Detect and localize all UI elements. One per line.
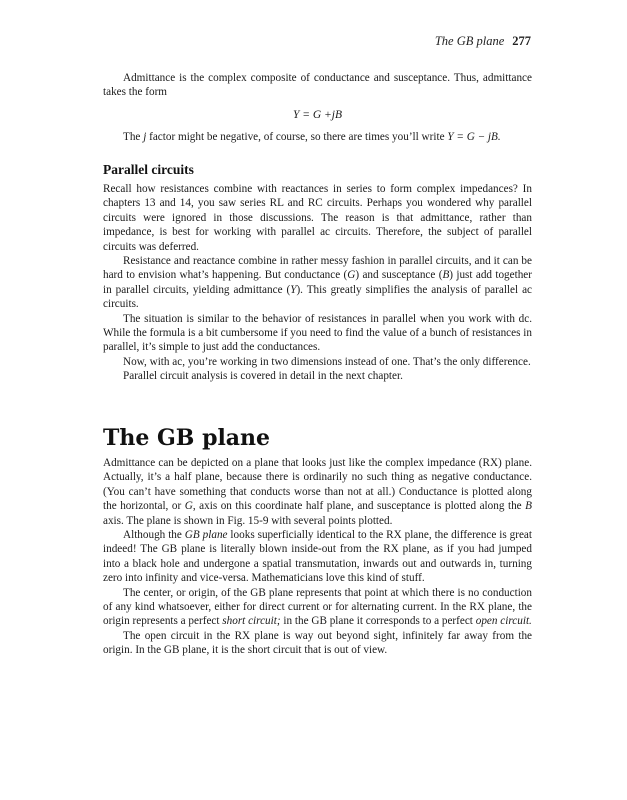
gb-paragraph-3: The center, or origin, of the GB plane represents that point at which there is no conduction of any kind whatsoever, either for direct current or for alternating current. In the RX plane, the origin represents a perfect short circuit; in the GB plane it corresponds to a perfect open circuit. — [103, 586, 532, 628]
page-number: 277 — [512, 34, 531, 48]
running-header — [435, 34, 531, 49]
parallel-paragraph-5: Parallel circuit analysis is covered in detail in the next chapter. — [123, 370, 403, 383]
parallel-paragraph-1: Recall how resistances combine with reactances in series to form complex impedances? In chapters 13 and 14, you saw series RL and RC circuits. Perhaps you wondered why parallel circuits were ignored in those discussions. The reason is that admittance, rather than impedance, is best for working with parallel ac circuits. Therefore, the subject of parallel circuits was deferred. — [103, 183, 532, 253]
gb-paragraph-2: Although the GB plane looks superficially identical to the RX plane, the difference is great indeed! The GB plane is literally blown inside-out from the RX plane, as if you had jumped into a black hole and undergone a spatial transmutation, inwards out and outwards in, turning zero into infinity and vice-versa. Mathematicians love this kind of stuff. — [103, 529, 532, 585]
gb-paragraph-1: Admittance can be depicted on a plane that looks just like the complex impedance (RX) plane. Actually, it’s a half plane, because there is ordinarily no such thing as negative conductance. (You can’t have something that conducts worse than not at all.) Conductance is plotted along the horizontal, or G, axis on this coordinate half plane, and susceptance is plotted along the B axis. The plane is shown in Fig. 15-9 with several points plotted. — [103, 457, 532, 527]
gb-paragraph-4: The open circuit in the RX plane is way out beyond sight, infinitely far away from the origin. In the GB plane, it is the short circuit that is out of view. — [103, 629, 532, 657]
running-title: The GB plane — [434, 34, 505, 48]
parallel-paragraph-2: Resistance and reactance combine in rather messy fashion in parallel circuits, and it can be hard to envision what’s happening. But conductance (G) and susceptance (B) just add together in parallel circuits, yielding admittance (Y). This greatly simplifies the analysis of parallel ac circuits. — [103, 255, 532, 311]
section-heading-gb-plane: The GB plane — [103, 425, 271, 451]
parallel-paragraph-4: Now, with ac, you’re working in two dimensions instead of one. That’s the only difference. — [123, 355, 531, 368]
intro-section — [103, 71, 532, 144]
admittance-equation: Y = G +jB — [292, 108, 343, 121]
gb-plane-section — [103, 425, 532, 658]
parallel-paragraph-3: The situation is similar to the behavior of resistances in parallel when you work with dc. While the formula is a bit cumbersome if you need to find the value of a bunch of resistances in parallel, it’s simple to just add the conductances. — [103, 312, 532, 354]
intro-paragraph-2: The j factor might be negative, of course, so there are times you’ll write Y = G − jB. — [123, 130, 501, 143]
intro-paragraph-1: Admittance is the complex composite of conductance and susceptance. Thus, admittance takes the form — [103, 72, 532, 99]
section-heading-parallel-circuits: Parallel circuits — [103, 162, 194, 177]
parallel-circuits-section — [103, 162, 532, 384]
